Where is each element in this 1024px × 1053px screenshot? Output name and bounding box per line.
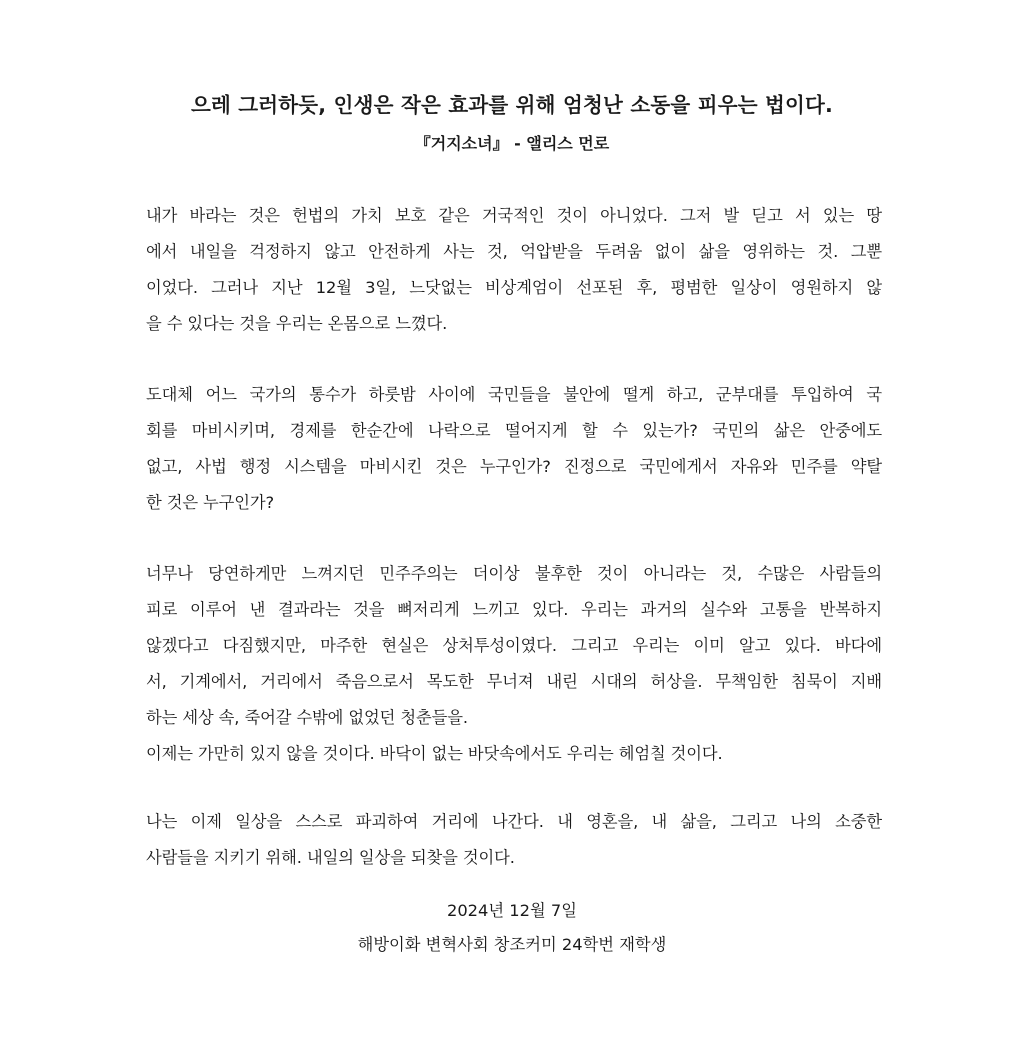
paragraph-gap	[146, 772, 882, 804]
paragraph-line: 이제는 가만히 있지 않을 것이다. 바닥이 없는 바닷속에서도 우리는 헤엄칠 것이다.	[146, 744, 723, 763]
paragraph-gap	[146, 521, 882, 556]
paragraph-line: 너무나 당연하게만 느껴지던 민주주의는 더이상 불후한 것이 아니라는 것, 수많은 사람들의	[146, 564, 882, 583]
paragraph-line: 한 것은 누구인가?	[146, 493, 275, 512]
paragraph-3	[146, 556, 882, 772]
closing-date: 2024년 12월 7일	[446, 901, 578, 920]
closing-author: 해방이화 변혁사회 창조커미 24학번 재학생	[357, 935, 667, 954]
paragraph-line: 없고, 사법 행정 시스템을 마비시킨 것은 누구인가? 진정으로 국민에게서 자유와 민주를 약탈	[146, 457, 882, 476]
paragraph-line: 않겠다고 다짐했지만, 마주한 현실은 상처투성이였다. 그리고 우리는 이미 알고 있다. 바다에	[146, 636, 882, 655]
paragraph-line: 회를 마비시키며, 경제를 한순간에 나락으로 떨어지게 할 수 있는가? 국민의 삶은 안중에도	[146, 421, 882, 440]
paragraph-line: 이었다. 그러나 지난 12월 3일, 느닷없는 비상계엄이 선포된 후, 평범한 일상이 영원하지 않	[146, 278, 882, 297]
paragraph-line: 을 수 있다는 것을 우리는 온몸으로 느꼈다.	[146, 314, 448, 333]
paragraph-line: 내가 바라는 것은 헌법의 가치 보호 같은 거국적인 것이 아니었다. 그저 발 딛고 서 있는 땅	[146, 206, 882, 225]
paragraph-line: 피로 이루어 낸 결과라는 것을 뼈저리게 느끼고 있다. 우리는 과거의 실수와 고통을 반복하지	[146, 600, 882, 619]
epigraph-quote: 으레 그러하듯, 인생은 작은 효과를 위해 엄청난 소동을 피우는 법이다.	[190, 93, 834, 117]
paragraph-line: 사람들을 지키기 위해. 내일의 일상을 되찾을 것이다.	[146, 848, 515, 867]
paragraph-2	[146, 377, 882, 521]
paragraph-1	[146, 198, 882, 342]
paragraph-line: 나는 이제 일상을 스스로 파괴하여 거리에 나간다. 내 영혼을, 내 삶을, 그리고 나의 소중한	[146, 812, 882, 831]
epigraph-source: 『거지소녀』 - 앨리스 먼로	[414, 134, 610, 153]
paragraph-gap	[146, 342, 882, 377]
statement-body	[146, 198, 882, 876]
paragraph-4	[146, 804, 882, 876]
paragraph-line: 에서 내일을 걱정하지 않고 안전하게 사는 것, 억압받을 두려움 없이 삶을 영위하는 것. 그뿐	[146, 242, 882, 261]
paragraph-line: 하는 세상 속, 죽어갈 수밖에 없었던 청춘들을.	[146, 708, 468, 727]
paragraph-line: 서, 기계에서, 거리에서 죽음으로서 목도한 무너져 내린 시대의 허상을. 무책임한 침묵이 지배	[146, 672, 882, 691]
paragraph-line: 도대체 어느 국가의 통수가 하룻밤 사이에 국민들을 불안에 떨게 하고, 군부대를 투입하여 국	[146, 385, 882, 404]
